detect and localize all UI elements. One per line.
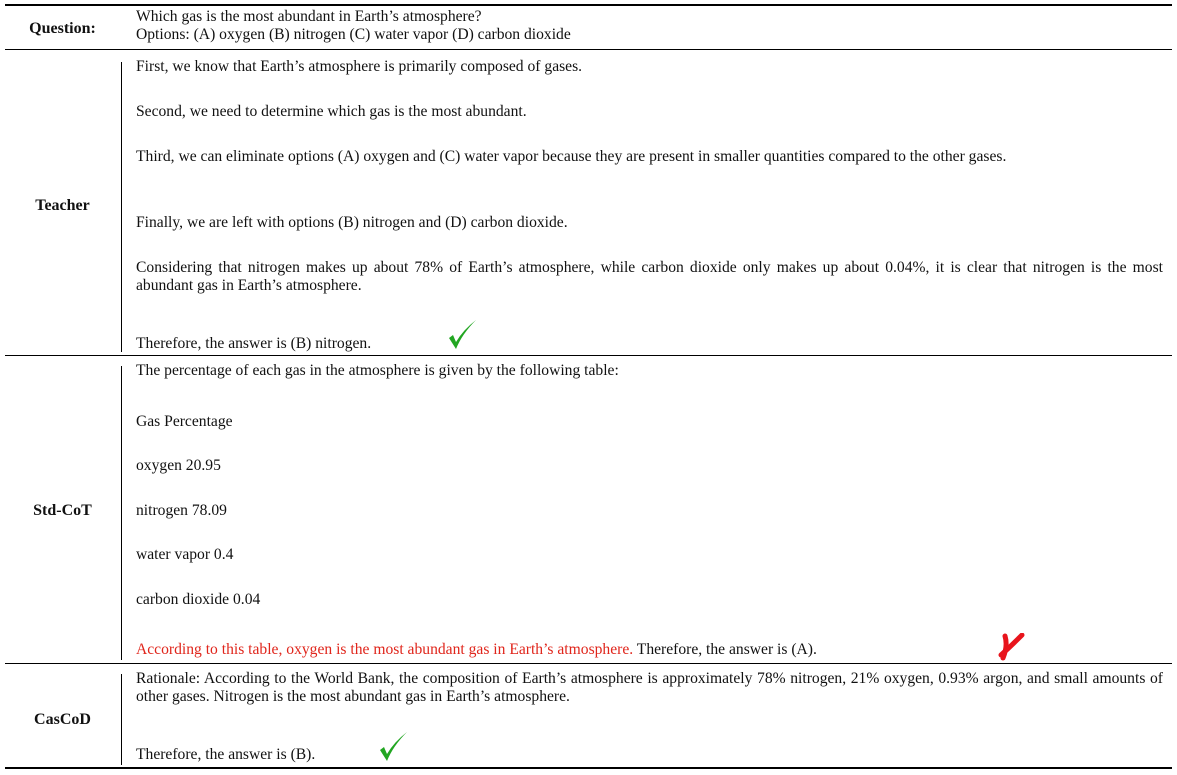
stdcot-line-2: Gas Percentage <box>136 413 233 430</box>
row-divider <box>5 49 1172 50</box>
top-rule <box>5 4 1172 6</box>
check-icon <box>377 730 409 764</box>
cascod-label: CasCoD <box>34 711 91 728</box>
stdcot-line-4: nitrogen 78.09 <box>136 502 227 519</box>
teacher-step-4: Finally, we are left with options (B) nitrogen and (D) carbon dioxide. <box>136 214 568 231</box>
bottom-rule <box>5 767 1172 769</box>
teacher-step-3: Third, we can eliminate options (A) oxygen and (C) water vapor because they are present in smaller quantities compared to the other gases. <box>136 148 1007 165</box>
teacher-bracket <box>121 62 122 352</box>
stdcot-answer-text: Therefore, the answer is (A). <box>633 641 817 658</box>
stdcot-line-1: The percentage of each gas in the atmosphere is given by the following table: <box>136 362 619 379</box>
question-label: Question: <box>29 20 96 37</box>
stdcot-answer <box>136 641 817 659</box>
check-icon <box>446 318 478 352</box>
teacher-answer: Therefore, the answer is (B) nitrogen. <box>136 335 372 352</box>
stdcot-error-text: According to this table, oxygen is the most abundant gas in Earth’s atmosphere. <box>136 641 634 658</box>
question-text: Which gas is the most abundant in Earth’s atmosphere? <box>136 8 482 25</box>
teacher-step-1: First, we know that Earth’s atmosphere is primarily composed of gases. <box>136 58 583 75</box>
row-divider <box>5 663 1172 664</box>
stdcot-label: Std-CoT <box>33 502 92 519</box>
teacher-label: Teacher <box>35 197 90 214</box>
teacher-step-5: Considering that nitrogen makes up about 78% of Earth’s atmosphere, while carbon dioxide only makes up about 0.04%, it is clear that nitrogen is the most abundant gas in Earth’s atmosphere. <box>136 259 1163 294</box>
row-divider <box>5 355 1172 356</box>
stdcot-line-5: water vapor 0.4 <box>136 546 234 563</box>
question-options: Options: (A) oxygen (B) nitrogen (C) water vapor (D) carbon dioxide <box>136 26 571 43</box>
stdcot-line-3: oxygen 20.95 <box>136 457 221 474</box>
stdcot-line-6: carbon dioxide 0.04 <box>136 591 261 608</box>
cascod-answer: Therefore, the answer is (B). <box>136 746 316 763</box>
stdcot-bracket <box>121 366 122 660</box>
teacher-step-2: Second, we need to determine which gas is the most abundant. <box>136 103 527 120</box>
cross-icon <box>997 633 1027 661</box>
cascod-bracket <box>121 674 122 765</box>
cascod-rationale: Rationale: According to the World Bank, the composition of Earth’s atmosphere is approximately 78% nitrogen, 21% oxygen, 0.93% argon, and small amounts of other gases. Nitrogen is the most abundant gas in Earth’s atmosphere. <box>136 670 1163 705</box>
